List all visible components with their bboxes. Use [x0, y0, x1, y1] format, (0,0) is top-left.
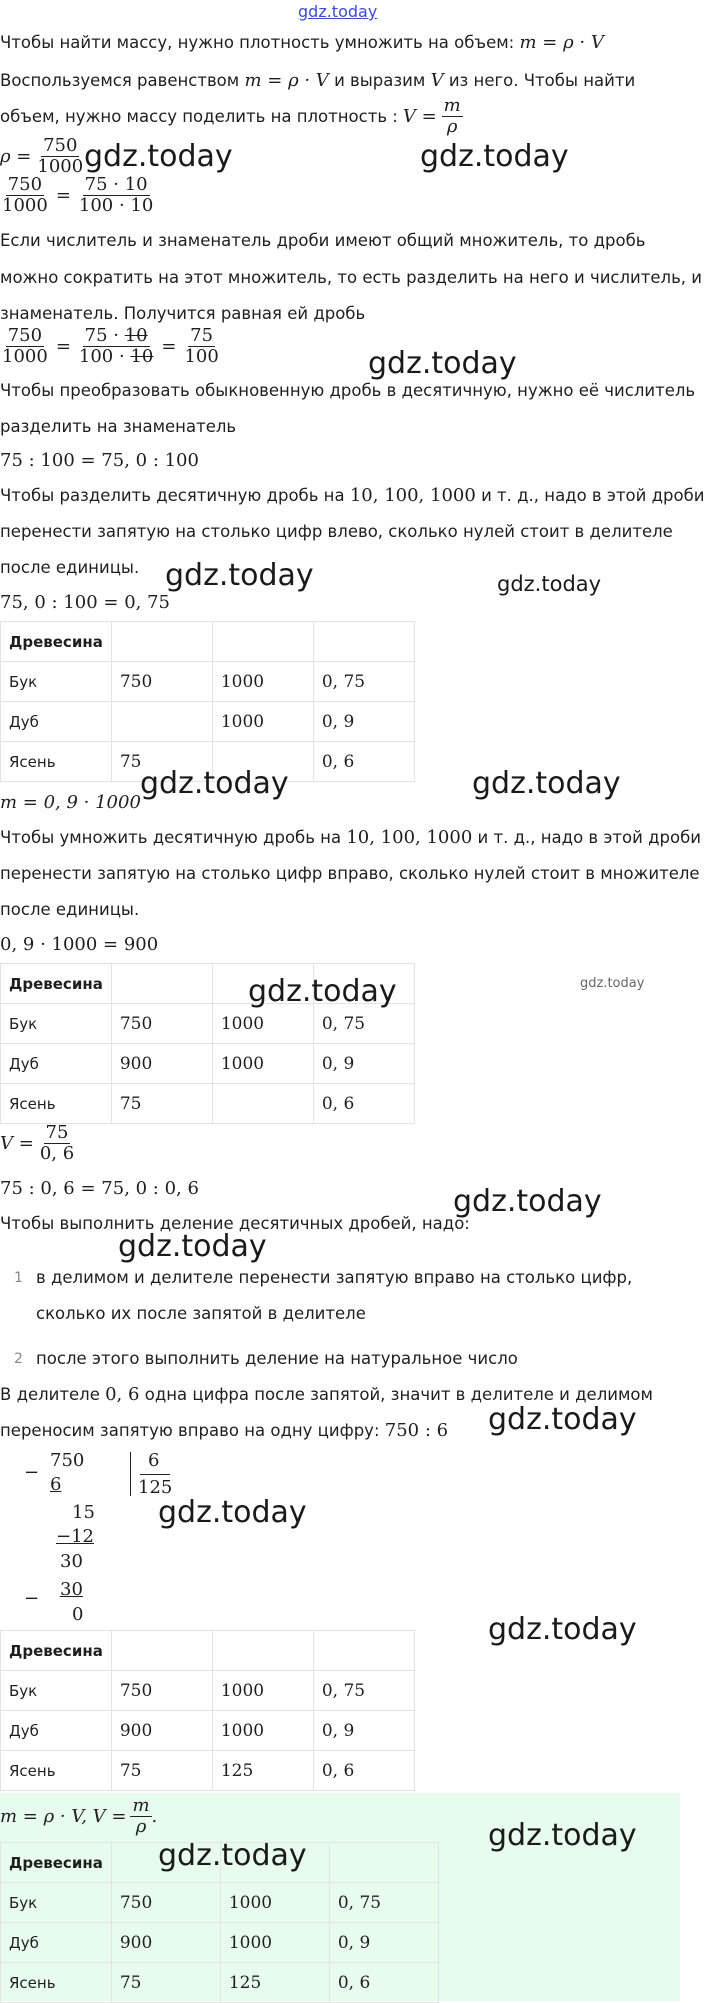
- watermark: gdz.today: [118, 1229, 267, 1264]
- final-formula-lhs: m = ρ · V, V =: [0, 1806, 127, 1827]
- fraction-c: [182, 326, 220, 367]
- watermark: gdz.today: [165, 558, 314, 593]
- paragraph-6-text-b: и т. д., надо в этой дроби: [481, 486, 705, 505]
- table-cell: 900: [111, 1923, 220, 1963]
- table-cell: Ясень: [1, 1084, 112, 1124]
- watermark: gdz.today: [368, 346, 517, 381]
- paragraph-7-line-1: [0, 828, 701, 848]
- volume-var: V: [430, 70, 444, 91]
- rho-equation: [0, 136, 85, 177]
- list-item: 2: [14, 1351, 23, 1367]
- watermark: gdz.today: [84, 139, 233, 174]
- paragraph-8: Чтобы выполнить деление десятичных дробей, надо:: [0, 1214, 470, 1233]
- table-cell: 0, 75: [313, 662, 414, 702]
- subtrahend-1: 6: [50, 1474, 62, 1495]
- wood-table-1: [0, 621, 415, 782]
- paragraph-4-line-3: знаменатель. Получится равная ей дробь: [0, 304, 366, 323]
- paragraph-5-line-1: Чтобы преобразовать обыкновенную дробь в десятичную, нужно её числитель: [0, 381, 696, 400]
- watermark: gdz.today: [140, 766, 289, 801]
- division-result: 75, 0 : 100 = 0, 75: [0, 592, 170, 613]
- fraction-numerator: 75: [190, 325, 214, 346]
- mass-calc: m = 0, 9 · 1000: [0, 792, 141, 813]
- fraction-numerator: 750: [7, 325, 43, 346]
- table-cell: 750: [111, 1004, 212, 1044]
- divisor-value: 0, 6: [105, 1384, 140, 1405]
- list-item: 1: [14, 1270, 23, 1286]
- paragraph-2-text-a: Воспользуемся равенством: [0, 71, 240, 90]
- fraction-denominator: 1000: [37, 156, 84, 177]
- paragraph-6-line-2: перенести запятую на столько цифр влево, сколько нулей стоит в делителе: [0, 522, 673, 541]
- paragraph-9-text-a: В делителе: [0, 1385, 100, 1404]
- paragraph-6-line-1: [0, 486, 705, 506]
- subtrahend-2: −12: [56, 1526, 94, 1547]
- table-cell: 75: [111, 1751, 212, 1791]
- watermark: gdz.today: [453, 1184, 602, 1219]
- fraction-numerator: 75 · 10: [84, 174, 148, 195]
- table-header: Древесина: [1, 622, 112, 662]
- table-cell: [111, 1843, 220, 1883]
- fraction-b: [77, 175, 155, 216]
- table-cell: 750: [111, 662, 212, 702]
- decimal-division: 75 : 0, 6 = 75, 0 : 0, 6: [0, 1178, 199, 1199]
- fraction-numerator: m: [132, 1795, 150, 1816]
- numerator-part: 75 ·: [84, 325, 119, 346]
- table-cell: 0, 9: [313, 1044, 414, 1084]
- rho-fraction: [35, 136, 85, 177]
- table-cell: Дуб: [1, 1923, 112, 1963]
- paragraph-6-text-a: Чтобы разделить десятичную дробь на: [0, 486, 345, 505]
- table-cell: 0, 6: [329, 1963, 438, 2003]
- table-cell: 1000: [220, 1923, 329, 1963]
- minus-sign: −: [24, 1462, 40, 1483]
- paragraph-9-text-b: одна цифра после запятой, значит в делителе и делимом: [144, 1385, 653, 1404]
- table-cell: [313, 622, 414, 662]
- paragraph-2-text-c: из него. Чтобы найти: [448, 71, 636, 90]
- table-cell: 125: [220, 1963, 329, 2003]
- mass-formula: m = ρ · V: [519, 32, 604, 53]
- rho-lhs: ρ =: [0, 146, 32, 167]
- table-cell: 1000: [212, 662, 313, 702]
- paragraph-2: [0, 71, 635, 91]
- multiplication-result: 0, 9 · 1000 = 900: [0, 934, 159, 955]
- wood-table-3: [0, 1630, 415, 1791]
- table-cell: 1000: [212, 1671, 313, 1711]
- fraction-denominator: [77, 347, 155, 367]
- table-cell: 0, 75: [313, 1004, 414, 1044]
- paragraph-4-line-2: можно сократить на этот множитель, то есть разделить на него и числитель, и: [0, 268, 703, 287]
- fraction-denominator: 1000: [2, 346, 48, 367]
- table-cell: Ясень: [1, 742, 112, 782]
- watermark: gdz.today: [497, 572, 602, 596]
- equals-sign: =: [55, 185, 71, 206]
- table-cell: 900: [111, 1044, 212, 1084]
- fraction-denominator: 100 · 10: [78, 195, 154, 216]
- paragraph-6-line-3: после единицы.: [0, 558, 140, 577]
- divisor: 6: [148, 1450, 160, 1471]
- division-expression: 750 : 6: [384, 1420, 449, 1441]
- table-cell: [212, 1631, 313, 1671]
- paragraph-4-line-1: Если числитель и знаменатель дроби имеют общий множитель, то дробь: [0, 231, 646, 250]
- table-cell: 0, 9: [313, 702, 414, 742]
- fraction-numerator: 750: [7, 174, 43, 195]
- watermark: gdz.today: [420, 139, 569, 174]
- table-cell: Бук: [1, 1883, 112, 1923]
- table-cell: [212, 1084, 313, 1124]
- denominator-part: 100 ·: [78, 346, 125, 367]
- table-cell: 1000: [212, 702, 313, 742]
- fraction-reduction: [0, 326, 221, 367]
- table-cell: Ясень: [1, 1751, 112, 1791]
- table-cell: 0, 75: [313, 1671, 414, 1711]
- fraction-denominator: 100: [184, 346, 219, 367]
- table-cell: Ясень: [1, 1963, 112, 2003]
- watermark: gdz.today: [488, 1818, 637, 1853]
- table-cell: Дуб: [1, 1044, 112, 1084]
- paragraph-9-text-c: переносим запятую вправо на одну цифру:: [0, 1421, 380, 1440]
- table-cell: 0, 9: [329, 1923, 438, 1963]
- table-cell: [111, 622, 212, 662]
- table-cell: 1000: [212, 1711, 313, 1751]
- fraction-a: [0, 326, 50, 367]
- table-cell: Бук: [1, 662, 112, 702]
- table-cell: 1000: [212, 1044, 313, 1084]
- table-cell: 1000: [220, 1883, 329, 1923]
- watermark: gdz.today: [580, 976, 645, 991]
- final-fraction: [130, 1796, 151, 1837]
- fraction-numerator: 75: [45, 1122, 69, 1143]
- paragraph-5-line-2: разделить на знаменатель: [0, 417, 237, 436]
- table-header: Древесина: [1, 1843, 112, 1883]
- paragraph-1: [0, 33, 604, 53]
- table-cell: 75: [111, 742, 212, 782]
- fraction-numerator: m: [443, 95, 461, 116]
- table-cell: 0, 6: [313, 742, 414, 782]
- paragraph-7-text-b: и т. д., надо в этой дроби: [477, 828, 701, 847]
- table-cell: [329, 1843, 438, 1883]
- remainder-3: 0: [72, 1604, 84, 1625]
- volume-fraction: [442, 96, 463, 137]
- table-cell: 750: [111, 1883, 220, 1923]
- volume-formula-lhs: V =: [402, 105, 437, 127]
- division-bracket: [130, 1452, 131, 1496]
- mass-formula-2: m = ρ · V: [244, 70, 329, 91]
- table-cell: 750: [111, 1671, 212, 1711]
- watermark: gdz.today: [488, 1402, 637, 1437]
- quotient: 125: [138, 1477, 173, 1498]
- table-cell: 125: [212, 1751, 313, 1791]
- site-link[interactable]: gdz.today: [298, 2, 378, 21]
- table-cell: [111, 702, 212, 742]
- table-cell: Бук: [1, 1671, 112, 1711]
- minus-sign: −: [24, 1588, 40, 1609]
- equals-sign: =: [55, 336, 71, 357]
- paragraph-3-text: объем, нужно массу поделить на плотность :: [0, 106, 398, 126]
- fraction-denominator: ρ: [135, 1816, 147, 1837]
- divisor-line: [140, 1474, 170, 1475]
- dividend: 750: [50, 1450, 85, 1471]
- table-cell: 0, 75: [329, 1883, 438, 1923]
- table-cell: 1000: [212, 1004, 313, 1044]
- volume-calc: [0, 1123, 76, 1164]
- table-cell: Дуб: [1, 1711, 112, 1751]
- paragraph-2-text-b: и выразим: [334, 71, 426, 90]
- table-cell: 75: [111, 1963, 220, 2003]
- paragraph-7-line-3: после единицы.: [0, 900, 140, 919]
- paragraph-7-line-2: перенести запятую на столько цифр вправо, сколько нулей стоит в множителе: [0, 864, 700, 883]
- table-cell: [111, 964, 212, 1004]
- list-item-text: после этого выполнить деление на натуральное число: [36, 1349, 518, 1368]
- final-formula: [0, 1796, 157, 1837]
- table-cell: [220, 1843, 329, 1883]
- volume-lhs: V =: [0, 1133, 34, 1154]
- watermark: gdz.today: [158, 1495, 307, 1530]
- period: .: [151, 1806, 158, 1827]
- volume-calc-fraction: [38, 1123, 76, 1164]
- table-cell: Бук: [1, 1004, 112, 1044]
- table-cell: 0, 6: [313, 1751, 414, 1791]
- table-header: Древесина: [1, 1631, 112, 1671]
- divisor-list: 10, 100, 1000: [349, 485, 476, 506]
- table-cell: 0, 6: [313, 1084, 414, 1124]
- multiplier-list: 10, 100, 1000: [346, 827, 473, 848]
- list-item-text: сколько их после запятой в делителе: [36, 1304, 366, 1323]
- fraction-a: [0, 175, 50, 216]
- fraction-expansion: [0, 175, 155, 216]
- wood-table-final: [0, 1842, 439, 2003]
- fraction-denominator: 0, 6: [39, 1143, 75, 1164]
- remainder-1: 15: [72, 1502, 95, 1523]
- table-cell: [212, 622, 313, 662]
- paragraph-7-text-a: Чтобы умножить десятичную дробь на: [0, 828, 342, 847]
- list-item-text: в делимом и делителе перенести запятую вправо на столько цифр,: [36, 1268, 633, 1287]
- subtrahend-3: 30: [60, 1579, 83, 1600]
- fraction-denominator: 1000: [2, 195, 48, 216]
- table-cell: [313, 1631, 414, 1671]
- cancelled-factor: 10: [130, 346, 154, 367]
- table-cell: 75: [111, 1084, 212, 1124]
- table-cell: Дуб: [1, 702, 112, 742]
- fraction-b: [77, 326, 155, 367]
- watermark: gdz.today: [248, 974, 397, 1009]
- remainder-2: 30: [60, 1551, 83, 1572]
- fraction-denominator: ρ: [446, 116, 458, 137]
- paragraph-1-text: Чтобы найти массу, нужно плотность умножить на объем:: [0, 33, 515, 52]
- fraction-numerator: [83, 326, 150, 347]
- table-cell: 900: [111, 1711, 212, 1751]
- equals-sign: =: [161, 336, 177, 357]
- table-cell: 0, 9: [313, 1711, 414, 1751]
- table-cell: [111, 1631, 212, 1671]
- table-header: Древесина: [1, 964, 112, 1004]
- paragraph-9-line-2: [0, 1421, 448, 1441]
- paragraph-3: [0, 96, 463, 137]
- watermark: gdz.today: [472, 766, 621, 801]
- fraction-numerator: 750: [43, 135, 78, 156]
- division-equation: 75 : 100 = 75, 0 : 100: [0, 450, 199, 471]
- watermark: gdz.today: [158, 1838, 307, 1873]
- cancelled-factor: 10: [124, 325, 148, 346]
- watermark: gdz.today: [488, 1612, 637, 1647]
